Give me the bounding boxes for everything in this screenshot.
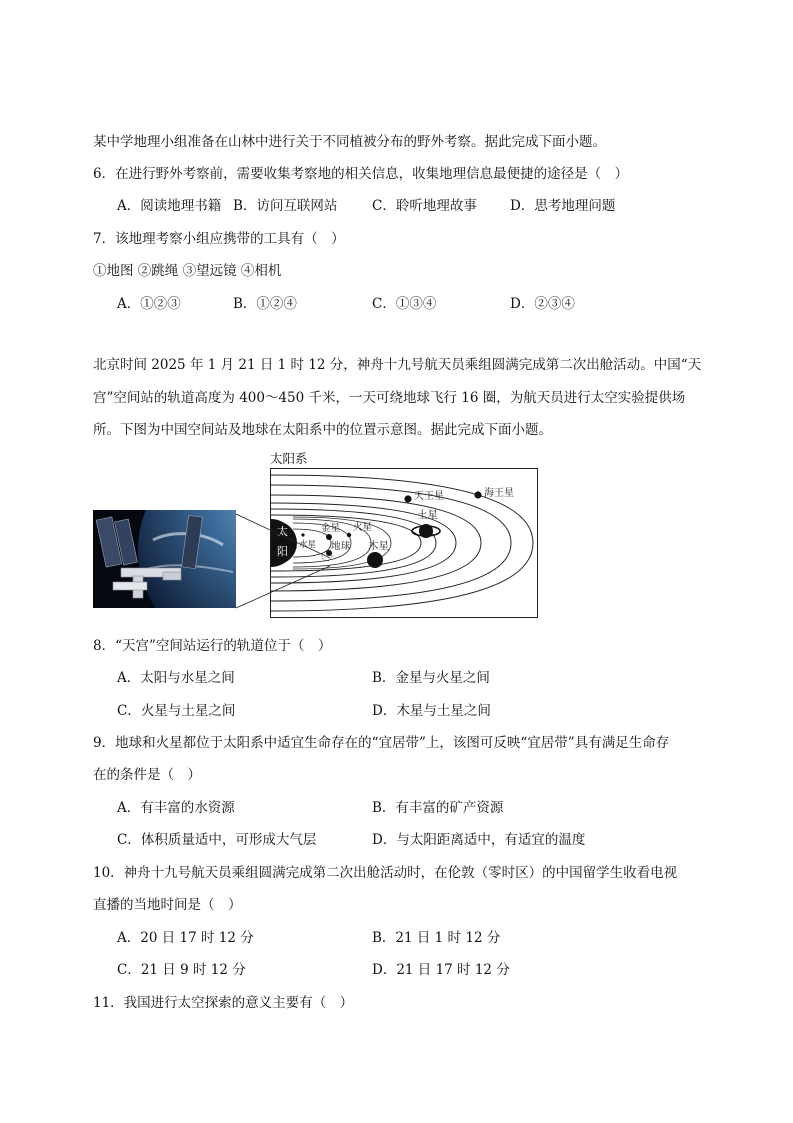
q9-option-c: C．体积质量适中，可形成大气层	[117, 832, 317, 848]
uranus-icon	[404, 495, 411, 502]
uranus-label: 天王星	[414, 491, 444, 502]
q10-option-c: C．21 日 9 时 12 分	[117, 962, 246, 978]
space-station-image	[93, 510, 236, 608]
passage-1: 某中学地理小组准备在山林中进行关于不同植被分布的野外考察。据此完成下面小题。	[93, 134, 606, 150]
question-6-stem: 6．在进行野外考察前，需要收集考察地的相关信息，收集地理信息最便捷的途径是（ ）	[93, 166, 629, 182]
neptune-label: 海王星	[484, 488, 514, 499]
earth-label: 地球	[331, 541, 351, 552]
q8-option-d: D．木星与土星之间	[372, 703, 491, 719]
solar-system-figure	[93, 452, 539, 620]
mars-icon	[347, 533, 351, 537]
mercury-label: 水星	[299, 540, 317, 550]
saturn-icon	[419, 524, 433, 538]
q10-option-a: A．20 日 17 时 12 分	[117, 930, 254, 946]
jupiter-label: 木星	[368, 540, 389, 552]
q6-option-b: B．访问互联网站	[233, 198, 338, 214]
q10-option-b: B．21 日 1 时 12 分	[372, 930, 501, 946]
q7-option-c: C．①③④	[372, 296, 437, 312]
passage-2-line-2: 宫”空间站的轨道高度为 400～450 千米，一天可绕地球飞行 16 圈，为航天员进行太空实验提供场	[93, 390, 686, 406]
question-9-stem-1: 9．地球和火星都位于太阳系中适宜生命存在的“宜居带”上，该图可反映“宜居带”具有满足生命存	[93, 735, 670, 751]
passage-2-line-3: 所。下图为中国空间站及地球在太阳系中的位置示意图。据此完成下面小题。	[93, 422, 552, 438]
question-7-stem: 7．该地理考察小组应携带的工具有（ ）	[93, 231, 345, 247]
sun-label-2: 阳	[277, 545, 288, 558]
saturn-label: 土星	[417, 509, 438, 521]
question-9-stem-2: 在的条件是（ ）	[93, 767, 201, 783]
question-11-stem: 11．我国进行太空探索的意义主要有（ ）	[93, 995, 354, 1011]
q8-option-c: C．火星与土星之间	[117, 703, 236, 719]
q8-option-a: A．太阳与水星之间	[117, 670, 235, 686]
question-8-stem: 8．“天宫”空间站运行的轨道位于（ ）	[93, 638, 332, 654]
figure-title: 太阳系	[270, 451, 308, 466]
q6-option-c: C．聆听地理故事	[372, 198, 477, 214]
q9-option-b: B．有丰富的矿产资源	[372, 800, 504, 816]
pointer-lines	[236, 512, 336, 622]
space-station-photo	[93, 510, 236, 608]
q9-option-a: A．有丰富的水资源	[117, 800, 235, 816]
question-7-items: ①地图 ②跳绳 ③望远镜 ④相机	[93, 263, 282, 279]
question-10-stem-1: 10．神舟十九号航天员乘组圆满完成第二次出舱活动时，在伦敦（零时区）的中国留学生收看电视	[93, 865, 678, 881]
passage-2-line-1: 北京时间 2025 年 1 月 21 日 1 时 12 分，神舟十九号航天员乘组圆满完成第二次出舱活动。中国“天	[93, 357, 702, 373]
venus-label: 金星	[321, 523, 341, 534]
q7-option-b: B．①②④	[233, 296, 297, 312]
neptune-icon	[474, 491, 481, 498]
q10-option-d: D．21 日 17 时 12 分	[372, 962, 510, 978]
q7-option-a: A．①②③	[117, 296, 181, 312]
jupiter-icon	[367, 552, 383, 568]
mars-label: 火星	[353, 522, 373, 533]
q6-option-d: D．思考地理问题	[510, 198, 616, 214]
sun-label-1: 太	[277, 525, 288, 538]
question-10-stem-2: 直播的当地时间是（ ）	[93, 897, 242, 913]
q8-option-b: B．金星与火星之间	[372, 670, 490, 686]
q6-option-a: A．阅读地理书籍	[117, 198, 222, 214]
q9-option-d: D．与太阳距离适中，有适宜的温度	[372, 832, 586, 848]
q7-option-d: D．②③④	[510, 296, 575, 312]
